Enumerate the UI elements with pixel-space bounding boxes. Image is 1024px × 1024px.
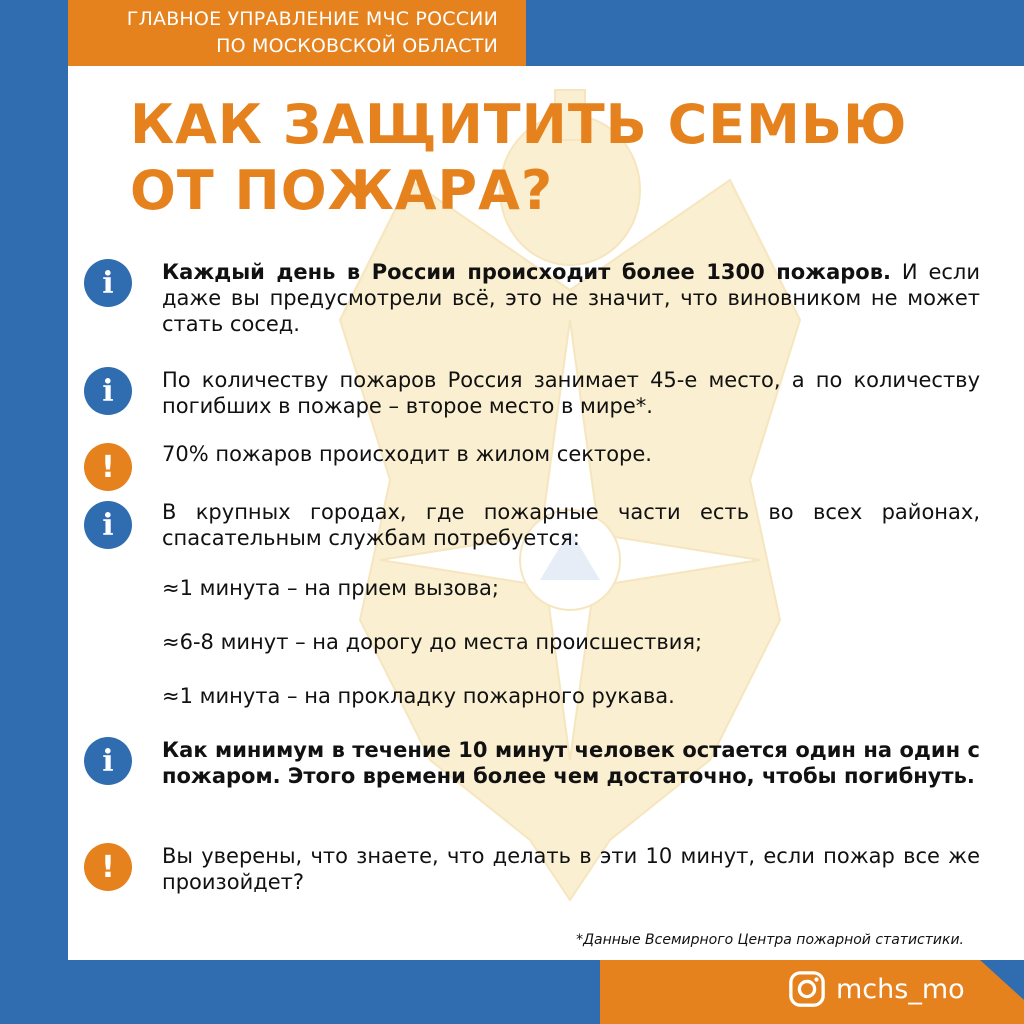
fact-text [162, 259, 980, 337]
fact-text [162, 843, 980, 895]
header-band [68, 0, 526, 66]
social-handle[interactable] [788, 970, 965, 1008]
fact-text [162, 367, 980, 419]
social-handle-text: mchs_mo [836, 973, 965, 1005]
fact-text [162, 441, 980, 467]
title-line1: КАК ЗАЩИТИТЬ СЕМЬЮ [130, 93, 908, 156]
fact-text [162, 737, 980, 789]
info-icon: i [84, 737, 132, 785]
time-item: ≈6-8 минут – на дорогу до места происшествия; [162, 630, 703, 654]
info-icon: i [84, 259, 132, 307]
fact-regular: По количеству пожаров Россия занимает 45-е место, а по количеству погибших в пожаре – второе место в мире*. [162, 368, 980, 418]
title-line2: ОТ ПОЖАРА? [130, 159, 554, 222]
warning-icon: ! [84, 843, 132, 891]
instagram-icon [788, 970, 826, 1008]
agency-name [127, 6, 498, 60]
footnote: *Данные Всемирного Центра пожарной статистики. [576, 932, 964, 948]
fact-regular: В крупных городах, где пожарные части есть во всех районах, спасательным службам потребуется: [162, 500, 980, 550]
agency-name-line2: ПО МОСКОВСКОЙ ОБЛАСТИ [216, 35, 498, 57]
fact-regular: Вы уверены, что знаете, что делать в эти 10 минут, если пожар все же произойдет? [162, 844, 980, 894]
fact-regular: И если даже вы предусмотрели всё, это не значит, что виновником не может стать сосед. [162, 260, 980, 336]
agency-name-line1: ГЛАВНОЕ УПРАВЛЕНИЕ МЧС РОССИИ [126, 8, 498, 30]
fact-bold: Как минимум в течение 10 минут человек остается один на один с пожаром. Этого времени более чем достаточно, чтобы погибнуть. [162, 738, 980, 788]
time-item: ≈1 минута – на прием вызова; [162, 576, 499, 600]
fact-regular: 70% пожаров происходит в жилом секторе. [162, 442, 652, 466]
time-item: ≈1 минута – на прокладку пожарного рукава. [162, 684, 675, 708]
info-icon: i [84, 501, 132, 549]
page-title [130, 92, 907, 224]
fact-bold: Каждый день в России происходит более 1300 пожаров. [162, 260, 891, 284]
warning-icon: ! [84, 443, 132, 491]
fact-text [162, 499, 980, 551]
info-icon: i [84, 367, 132, 415]
